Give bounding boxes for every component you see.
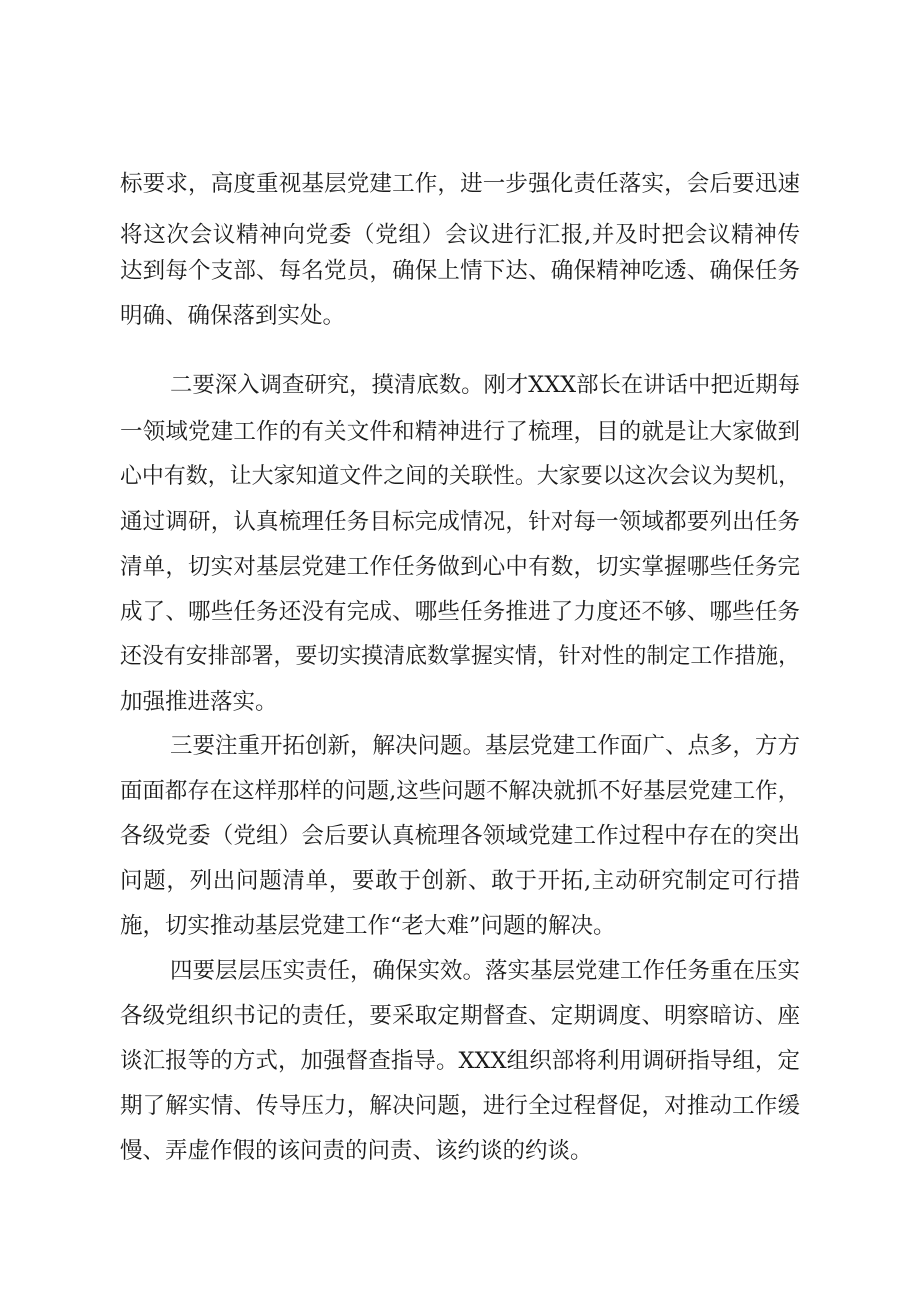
text-line-4: 明确、确保落到实处。 <box>120 303 346 329</box>
text-line-19: 各级党组织书记的责任，要采取定期督查、定期调度、明察暗访、座 <box>120 1003 800 1029</box>
text-line-9: 清单，切实对基层党建工作任务做到心中有数，切实掌握哪些任务完 <box>120 554 800 580</box>
paragraph-3-first-line: 三要注重开拓创新，解决问题。基层党建工作面广、点多，方方 <box>170 733 801 759</box>
text-line-20: 谈汇报等的方式，加强督查指导。XXX组织部将利用调研指导组，定 <box>120 1048 800 1074</box>
text-line-8: 通过调研，认真梳理任务目标完成情况，针对每一领域都要列出任务 <box>120 509 800 535</box>
text-line-22: 慢、弄虚作假的该问责的问责、该约谈的约谈。 <box>120 1138 593 1164</box>
paragraph-2-first-line: 二要深入调查研究，摸清底数。刚才XXX部长在讲话中把近期每 <box>170 372 800 398</box>
text-line-11: 还没有安排部署，要切实摸清底数掌握实情，针对性的制定工作措施， <box>120 644 800 669</box>
text-line-10: 成了、哪些任务还没有完成、哪些任务推进了力度还不够、哪些任务 <box>120 599 800 625</box>
text-line-16: 问题，列出问题清单，要敢于创新、敢于开拓,主动研究制定可行措 <box>120 868 800 894</box>
paragraph-4-first-line: 四要层层压实责任，确保实效。落实基层党建工作任务重在压实 <box>170 958 801 984</box>
text-line-2: 将这次会议精神向党委（党组）会议进行汇报,并及时把会议精神传 <box>120 222 800 248</box>
text-line-14: 面面都存在这样那样的问题,这些问题不解决就抓不好基层党建工作， <box>120 778 800 804</box>
text-line-21: 期了解实情、传导压力，解决问题，进行全过程督促，对推动工作缓 <box>120 1093 800 1119</box>
text-line-6: 一领域党建工作的有关文件和精神进行了梳理，目的就是让大家做到 <box>120 419 800 445</box>
text-line-15: 各级党委（党组）会后要认真梳理各领域党建工作过程中存在的突出 <box>120 823 800 849</box>
text-line-1: 标要求，高度重视基层党建工作，进一步强化责任落实，会后要迅速 <box>120 171 800 197</box>
text-line-3: 达到每个支部、每名党员，确保上情下达、确保精神吃透、确保任务 <box>120 258 800 284</box>
text-line-17: 施，切实推动基层党建工作“老大难”问题的解决。 <box>120 913 616 939</box>
text-line-7: 心中有数，让大家知道文件之间的关联性。大家要以这次会议为契机， <box>120 464 800 489</box>
text-line-12: 加强推进落实。 <box>120 689 278 715</box>
